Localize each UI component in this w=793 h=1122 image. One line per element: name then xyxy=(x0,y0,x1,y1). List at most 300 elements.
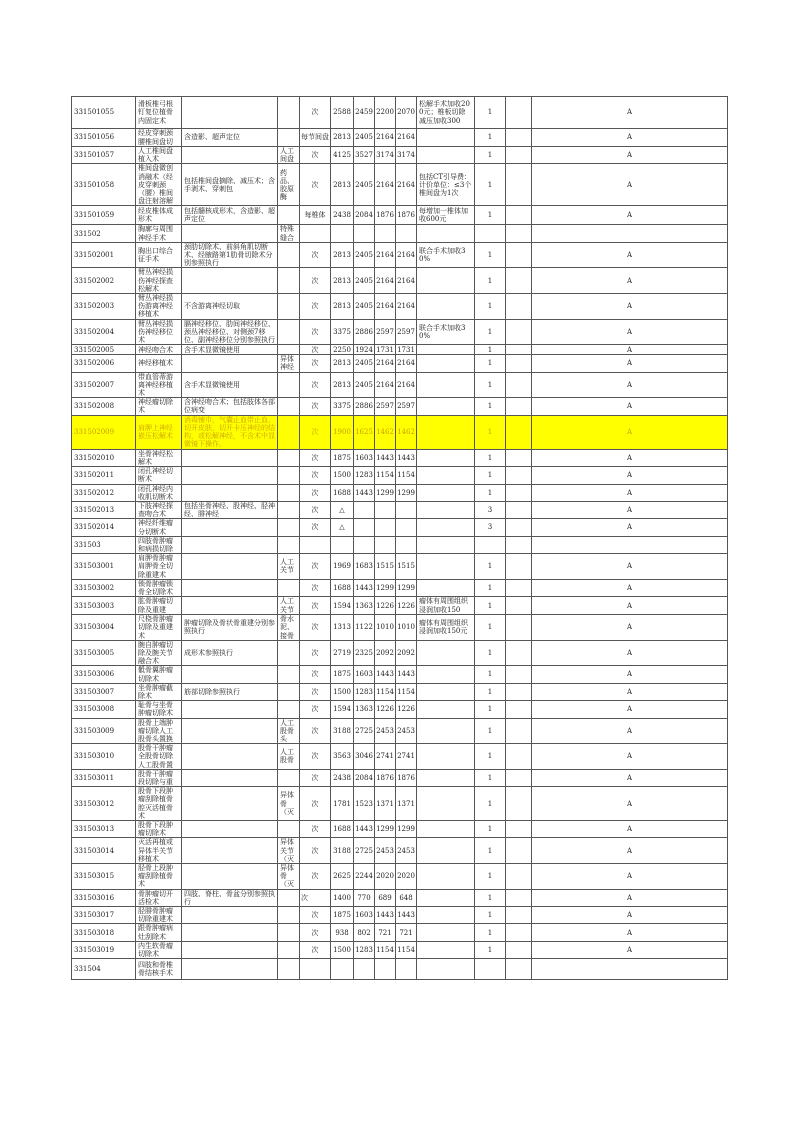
class-cell: 1 xyxy=(475,355,506,372)
category-cell: A xyxy=(532,889,728,906)
item-code-cell: 331503009 xyxy=(72,718,136,744)
unit-cell: 次 xyxy=(300,449,331,466)
price-level2-cell: 2084 xyxy=(354,206,375,225)
unit-cell xyxy=(300,959,331,980)
category-cell: A xyxy=(532,206,728,225)
price-level2-cell: 1603 xyxy=(354,907,375,924)
item-code-cell: 331501055 xyxy=(72,97,136,129)
class-cell: 1 xyxy=(475,97,506,129)
price-level2-cell: 1283 xyxy=(354,941,375,958)
table-row xyxy=(72,838,728,864)
item-content-cell xyxy=(182,769,278,786)
unit-cell: 次 xyxy=(300,398,331,415)
blank-cell xyxy=(506,821,532,838)
item-name-cell: 臂丛神经损伤游离神经移植术 xyxy=(136,294,182,320)
price-level2-cell: 3046 xyxy=(354,744,375,770)
note-cell xyxy=(417,467,475,484)
note-cell xyxy=(417,536,475,553)
item-content-cell xyxy=(182,924,278,941)
item-name-cell: 肱骨肿瘤切除及重建 xyxy=(136,597,182,615)
note-cell xyxy=(417,744,475,770)
item-name-cell: 锁骨肿瘤锁骨全切除术 xyxy=(136,579,182,596)
category-cell: A xyxy=(532,372,728,398)
unit-cell: 次 xyxy=(300,268,331,294)
unit-cell xyxy=(300,225,331,242)
table-row xyxy=(72,959,728,980)
category-cell: A xyxy=(532,683,728,700)
item-name-cell: 椎间盘微创消融术（经皮穿刺颈（腰）椎间盘注射溶解 xyxy=(136,164,182,206)
price-level2-cell: 1363 xyxy=(354,701,375,718)
unit-cell: 次 xyxy=(300,889,331,906)
item-code-cell: 331504 xyxy=(72,959,136,980)
unit-cell: 次 xyxy=(300,164,331,206)
price-level4-cell: 721 xyxy=(396,924,417,941)
price-level4-cell: 2164 xyxy=(396,355,417,372)
note-cell xyxy=(417,718,475,744)
price-level1-cell: 3375 xyxy=(331,398,354,415)
note-cell xyxy=(417,484,475,501)
class-cell: 1 xyxy=(475,838,506,864)
unit-cell: 次 xyxy=(300,355,331,372)
item-content-cell: 含神经吻合术；包括肢体各部位病变 xyxy=(182,398,278,415)
price-level2-cell xyxy=(354,519,375,536)
price-level4-cell: 2020 xyxy=(396,864,417,890)
item-name-cell: 尺桡骨肿瘤切除及重建术 xyxy=(136,615,182,641)
item-exclude-cell: 异体骨（灭 xyxy=(278,864,300,890)
item-exclude-cell xyxy=(278,97,300,129)
price-level2-cell: 2405 xyxy=(354,164,375,206)
item-exclude-cell xyxy=(278,484,300,501)
unit-cell: 次 xyxy=(300,838,331,864)
price-level4-cell: 1462 xyxy=(396,415,417,449)
item-exclude-cell xyxy=(278,536,300,553)
item-content-cell: 消毒铺巾，气囊止血带止血，切开皮肤，切开卡压神经的结构，或松解神经，不含术中显微镜下操作。 xyxy=(182,415,278,449)
price-level2-cell xyxy=(354,959,375,980)
price-level1-cell: 2813 xyxy=(331,242,354,268)
table-row xyxy=(72,941,728,958)
item-code-cell: 331503004 xyxy=(72,615,136,641)
price-level3-cell: 1299 xyxy=(375,484,396,501)
unit-cell: 次 xyxy=(300,821,331,838)
item-name-cell: 胫腓骨肿瘤切除重建术 xyxy=(136,907,182,924)
blank-cell xyxy=(506,579,532,596)
note-cell xyxy=(417,345,475,355)
item-exclude-cell: 药品、胶原酶 xyxy=(278,164,300,206)
price-level4-cell xyxy=(396,959,417,980)
item-content-cell xyxy=(182,718,278,744)
unit-cell: 次 xyxy=(300,787,331,821)
class-cell: 1 xyxy=(475,907,506,924)
price-level1-cell: 2813 xyxy=(331,294,354,320)
category-cell: A xyxy=(532,744,728,770)
note-cell xyxy=(417,147,475,164)
price-level3-cell: 3174 xyxy=(375,147,396,164)
price-level2-cell: 1625 xyxy=(354,415,375,449)
price-level1-cell: 1781 xyxy=(331,787,354,821)
class-cell: 1 xyxy=(475,864,506,890)
item-exclude-cell xyxy=(278,449,300,466)
item-code-cell: 331502008 xyxy=(72,398,136,415)
item-exclude-cell xyxy=(278,821,300,838)
note-cell xyxy=(417,398,475,415)
item-exclude-cell: 人工关节 xyxy=(278,597,300,615)
price-level4-cell: 1226 xyxy=(396,701,417,718)
class-cell: 1 xyxy=(475,372,506,398)
item-name-cell: 股骨干肿瘤段切除与重 xyxy=(136,769,182,786)
note-cell xyxy=(417,640,475,666)
unit-cell: 次 xyxy=(300,484,331,501)
blank-cell xyxy=(506,666,532,683)
item-name-cell: 臂丛神经损伤神经探查松解术 xyxy=(136,268,182,294)
table-row xyxy=(72,769,728,786)
item-code-cell: 331503005 xyxy=(72,640,136,666)
category-cell: A xyxy=(532,345,728,355)
price-level1-cell: 1875 xyxy=(331,666,354,683)
price-level4-cell: 2164 xyxy=(396,294,417,320)
table-row xyxy=(72,907,728,924)
class-cell: 1 xyxy=(475,398,506,415)
table-row xyxy=(72,597,728,615)
class-cell: 1 xyxy=(475,787,506,821)
item-code-cell: 331501059 xyxy=(72,206,136,225)
item-exclude-cell xyxy=(278,415,300,449)
blank-cell xyxy=(506,889,532,906)
blank-cell xyxy=(506,941,532,958)
item-code-cell: 331503017 xyxy=(72,907,136,924)
note-cell xyxy=(417,415,475,449)
note-cell xyxy=(417,501,475,518)
blank-cell xyxy=(506,206,532,225)
price-level2-cell xyxy=(354,225,375,242)
price-level1-cell: 3563 xyxy=(331,744,354,770)
item-name-cell: 神经纤维瘤分切断术 xyxy=(136,519,182,536)
note-cell xyxy=(417,821,475,838)
table-row xyxy=(72,345,728,355)
item-exclude-cell xyxy=(278,206,300,225)
unit-cell: 次 xyxy=(300,519,331,536)
category-cell: A xyxy=(532,164,728,206)
unit-cell: 次 xyxy=(300,640,331,666)
price-level4-cell: 1010 xyxy=(396,615,417,641)
price-level2-cell: 2405 xyxy=(354,129,375,147)
note-cell xyxy=(417,889,475,906)
price-level1-cell xyxy=(331,959,354,980)
blank-cell xyxy=(506,294,532,320)
table-row xyxy=(72,467,728,484)
note-cell xyxy=(417,225,475,242)
class-cell: 1 xyxy=(475,769,506,786)
item-code-cell: 331503 xyxy=(72,536,136,553)
price-level3-cell: 2164 xyxy=(375,355,396,372)
item-exclude-cell: 异体骨（灭 xyxy=(278,787,300,821)
price-level3-cell: 1226 xyxy=(375,597,396,615)
item-name-cell: 人工椎间盘植入术 xyxy=(136,147,182,164)
price-level3-cell: 1876 xyxy=(375,769,396,786)
table-row xyxy=(72,225,728,242)
unit-cell: 次 xyxy=(300,924,331,941)
category-cell: A xyxy=(532,501,728,518)
item-content-cell xyxy=(182,484,278,501)
category-cell: A xyxy=(532,449,728,466)
price-level3-cell: 1154 xyxy=(375,683,396,700)
price-level3-cell: 2741 xyxy=(375,744,396,770)
price-level4-cell: 2092 xyxy=(396,640,417,666)
unit-cell: 次 xyxy=(300,864,331,890)
item-content-cell: 四肢、脊柱、骨盆分别参照执行 xyxy=(182,889,278,906)
price-level2-cell: 802 xyxy=(354,924,375,941)
table-row xyxy=(72,372,728,398)
blank-cell xyxy=(506,838,532,864)
unit-cell: 次 xyxy=(300,769,331,786)
price-level3-cell: 2453 xyxy=(375,718,396,744)
price-level1-cell: 2813 xyxy=(331,129,354,147)
item-content-cell xyxy=(182,907,278,924)
price-level3-cell: 1462 xyxy=(375,415,396,449)
class-cell: 1 xyxy=(475,554,506,580)
category-cell: A xyxy=(532,821,728,838)
price-level1-cell: 1969 xyxy=(331,554,354,580)
item-content-cell xyxy=(182,959,278,980)
price-level1-cell: 2813 xyxy=(331,268,354,294)
table-row xyxy=(72,536,728,553)
blank-cell xyxy=(506,147,532,164)
price-level1-cell: 2438 xyxy=(331,206,354,225)
price-level3-cell xyxy=(375,225,396,242)
price-level1-cell: 2250 xyxy=(331,345,354,355)
price-level3-cell: 2453 xyxy=(375,838,396,864)
class-cell xyxy=(475,536,506,553)
table-row xyxy=(72,701,728,718)
price-level4-cell: 1154 xyxy=(396,467,417,484)
item-content-cell: 膈神经移位、肋间神经移位、颈丛神经移位、对侧颈7移位、副神经移位分别参照执行 xyxy=(182,319,278,345)
price-level4-cell: 1299 xyxy=(396,579,417,596)
price-level2-cell: 2725 xyxy=(354,718,375,744)
price-level4-cell: 1515 xyxy=(396,554,417,580)
price-level1-cell: 2813 xyxy=(331,372,354,398)
price-level3-cell: 2597 xyxy=(375,398,396,415)
item-code-cell: 331502 xyxy=(72,225,136,242)
category-cell: A xyxy=(532,97,728,129)
class-cell: 1 xyxy=(475,683,506,700)
item-code-cell: 331503002 xyxy=(72,579,136,596)
item-code-cell: 331502014 xyxy=(72,519,136,536)
price-level3-cell: 1010 xyxy=(375,615,396,641)
blank-cell xyxy=(506,398,532,415)
note-cell xyxy=(417,355,475,372)
category-cell: A xyxy=(532,907,728,924)
table-row xyxy=(72,718,728,744)
note-cell xyxy=(417,449,475,466)
unit-cell: 次 xyxy=(300,467,331,484)
price-level3-cell: 1299 xyxy=(375,821,396,838)
price-level3-cell xyxy=(375,536,396,553)
price-level3-cell: 2164 xyxy=(375,164,396,206)
unit-cell: 次 xyxy=(300,683,331,700)
item-content-cell xyxy=(182,355,278,372)
item-exclude-cell xyxy=(278,294,300,320)
item-content-cell xyxy=(182,147,278,164)
item-exclude-cell xyxy=(278,666,300,683)
blank-cell xyxy=(506,372,532,398)
class-cell: 1 xyxy=(475,924,506,941)
price-level4-cell: 2453 xyxy=(396,838,417,864)
category-cell: A xyxy=(532,701,728,718)
blank-cell xyxy=(506,501,532,518)
item-exclude-cell xyxy=(278,701,300,718)
price-level3-cell: 689 xyxy=(375,889,396,906)
unit-cell: 次 xyxy=(300,907,331,924)
price-level2-cell: 2405 xyxy=(354,355,375,372)
item-exclude-cell xyxy=(278,640,300,666)
price-level3-cell xyxy=(375,519,396,536)
item-content-cell: 包括髓核成形术，含造影、超声定位 xyxy=(182,206,278,225)
price-level1-cell: 1500 xyxy=(331,467,354,484)
price-level3-cell: 1371 xyxy=(375,787,396,821)
category-cell xyxy=(532,536,728,553)
price-level4-cell: 2164 xyxy=(396,129,417,147)
price-level1-cell: 2813 xyxy=(331,164,354,206)
table-row xyxy=(72,864,728,890)
item-name-cell: 下肢神经探查吻合术 xyxy=(136,501,182,518)
note-cell xyxy=(417,701,475,718)
item-name-cell: 胸廓与周围神经手术 xyxy=(136,225,182,242)
item-code-cell: 331502013 xyxy=(72,501,136,518)
table-row xyxy=(72,744,728,770)
price-level3-cell: 1731 xyxy=(376,345,394,354)
price-level3-cell: 1443 xyxy=(375,666,396,683)
class-cell: 1 xyxy=(475,615,506,641)
class-cell: 1 xyxy=(475,579,506,596)
item-exclude-cell xyxy=(278,345,300,355)
item-content-cell xyxy=(182,701,278,718)
item-name-cell: 四肢和骨椎骨结核手术 xyxy=(136,959,182,980)
price-level1-cell: 1400 xyxy=(331,889,354,906)
price-level4-cell: 1731 xyxy=(397,345,415,354)
item-name-cell: 骨肿瘤切开活检术 xyxy=(136,889,182,906)
item-exclude-cell: 骨水泥、接骨 xyxy=(278,615,300,641)
price-level1-cell: 1688 xyxy=(331,821,354,838)
price-level4-cell: 648 xyxy=(396,889,417,906)
price-level3-cell: 2597 xyxy=(375,319,396,345)
item-content-cell xyxy=(182,744,278,770)
price-level4-cell: 3174 xyxy=(396,147,417,164)
unit-cell: 次 xyxy=(300,554,331,580)
unit-cell: 次 xyxy=(300,372,331,398)
table-row xyxy=(72,821,728,838)
category-cell: A xyxy=(532,294,728,320)
price-level2-cell: 2459 xyxy=(354,97,375,129)
table-row xyxy=(72,164,728,206)
item-code-cell: 331502006 xyxy=(72,355,136,372)
category-cell: A xyxy=(532,666,728,683)
price-level1-cell: 4125 xyxy=(331,147,354,164)
note-cell xyxy=(417,924,475,941)
blank-cell xyxy=(506,554,532,580)
blank-cell xyxy=(506,536,532,553)
price-level4-cell: 1226 xyxy=(396,597,417,615)
item-code-cell: 331503014 xyxy=(72,838,136,864)
table-row xyxy=(72,640,728,666)
item-content-cell xyxy=(182,519,278,536)
class-cell: 1 xyxy=(475,718,506,744)
category-cell: A xyxy=(532,242,728,268)
item-content-cell xyxy=(182,838,278,864)
item-code-cell: 331503006 xyxy=(72,666,136,683)
price-level3-cell: 2164 xyxy=(375,294,396,320)
price-level1-cell: 2719 xyxy=(331,640,354,666)
note-cell xyxy=(417,519,475,536)
table-row xyxy=(72,97,728,129)
class-cell: 1 xyxy=(475,294,506,320)
table-row xyxy=(72,787,728,821)
item-code-cell: 331502011 xyxy=(72,467,136,484)
item-content-cell xyxy=(182,787,278,821)
note-cell xyxy=(417,959,475,980)
price-level2-cell: 1443 xyxy=(354,579,375,596)
class-cell: 1 xyxy=(475,484,506,501)
class-cell: 1 xyxy=(475,941,506,958)
class-cell: 1 xyxy=(475,268,506,294)
class-cell: 1 xyxy=(475,744,506,770)
price-level1-cell: 1875 xyxy=(331,907,354,924)
blank-cell xyxy=(506,769,532,786)
price-level1-cell: 1500 xyxy=(331,941,354,958)
item-code-cell: 331501057 xyxy=(72,147,136,164)
item-name-cell: 闭孔神经内收肌切断术 xyxy=(136,484,182,501)
price-level1-cell: 1900 xyxy=(331,415,354,449)
unit-cell: 次 xyxy=(300,147,331,164)
note-cell xyxy=(417,129,475,147)
price-level1-cell xyxy=(331,536,354,553)
item-content-cell: 包括坐骨神经、股神经、胫神经、腓神经 xyxy=(182,501,278,518)
blank-cell xyxy=(506,924,532,941)
item-name-cell: 骶骨翼肿瘤切除术 xyxy=(136,666,182,683)
price-level3-cell: 2164 xyxy=(375,372,396,398)
category-cell: A xyxy=(532,787,728,821)
item-code-cell: 331502012 xyxy=(72,484,136,501)
price-level4-cell: 2164 xyxy=(396,268,417,294)
table-row xyxy=(72,666,728,683)
class-cell: 1 xyxy=(475,889,506,906)
unit-cell xyxy=(300,536,331,553)
class-cell: 3 xyxy=(475,519,506,536)
price-level2-cell: 2084 xyxy=(354,769,375,786)
item-content-cell xyxy=(182,821,278,838)
table-row xyxy=(72,924,728,941)
note-cell xyxy=(417,666,475,683)
item-content-cell xyxy=(182,536,278,553)
price-level3-cell xyxy=(375,959,396,980)
table-row xyxy=(72,554,728,580)
blank-cell xyxy=(506,959,532,980)
price-level4-cell: 2070 xyxy=(396,97,417,129)
item-code-cell: 331503011 xyxy=(72,769,136,786)
price-level1-cell: 1688 xyxy=(331,484,354,501)
category-cell: A xyxy=(532,864,728,890)
item-code-cell: 331503018 xyxy=(72,924,136,941)
item-exclude-cell: 特殊缝合 xyxy=(278,225,300,242)
item-exclude-cell xyxy=(278,242,300,268)
item-content-cell: 不含游离神经切取 xyxy=(182,294,278,320)
item-exclude-cell: 人工股骨头 xyxy=(278,718,300,744)
price-level2-cell: 1443 xyxy=(354,484,375,501)
item-code-cell: 331503016 xyxy=(72,889,136,906)
class-cell: 1 xyxy=(475,206,506,225)
item-exclude-cell xyxy=(278,889,300,906)
item-name-cell: 肩胛上神经嵌压松解术 xyxy=(136,415,182,449)
price-level1-cell: 1313 xyxy=(331,615,354,641)
item-code-cell: 331502009 xyxy=(72,415,136,449)
